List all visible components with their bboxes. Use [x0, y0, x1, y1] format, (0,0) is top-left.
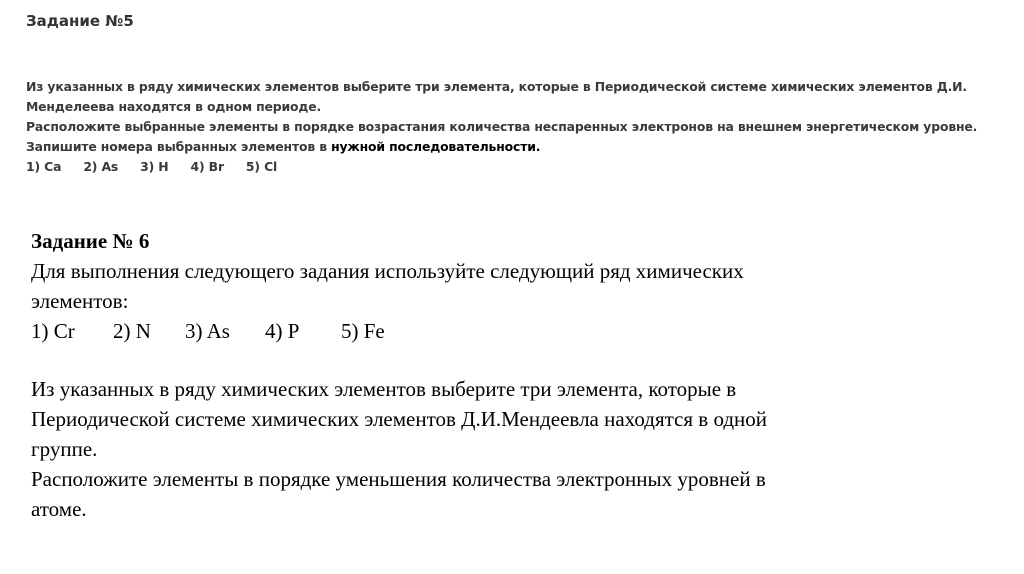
task5-line-4-emphasis: нужной последовательности. [331, 139, 541, 154]
task5-line-1: Из указанных в ряду химических элементов выберите три элемента, которые в Периодической системе химических элементов Д.И. [26, 79, 967, 94]
task5-line-4-prefix: Запишите номера выбранных элементов в [26, 139, 332, 154]
task6-option: 4) P [265, 319, 300, 343]
task5-body [26, 77, 1016, 177]
task5-option: 4) Br [190, 159, 224, 174]
task5-option: 2) As [83, 159, 119, 174]
task6-question-line-4: Расположите элементы в порядке уменьшения количества электронных уровней в [31, 467, 766, 491]
task6-option: 5) Fe [341, 319, 385, 343]
task6-question-line-2: Периодической системе химических элементов Д.И.Мендеевла находятся в одной [31, 407, 768, 431]
task6-options [31, 316, 991, 346]
task5-title: Задание №5 [26, 12, 134, 30]
task5-option: 3) H [140, 159, 169, 174]
task5-image [20, 0, 1020, 205]
task6-intro-line-2: элементов: [31, 289, 129, 313]
task5-line-2: Менделеева находятся в одном периоде. [26, 99, 322, 114]
task6-block [31, 226, 991, 524]
task6-intro-line-1: Для выполнения следующего задания используйте следующий ряд химических [31, 259, 744, 283]
task6-question-line-3: группе. [31, 437, 98, 461]
task6-question-line-1: Из указанных в ряду химических элементов выберите три элемента, которые в [31, 377, 737, 401]
task6-title: Задание № 6 [31, 229, 150, 253]
task6-option: 2) N [113, 319, 151, 343]
task5-option: 1) Ca [26, 159, 62, 174]
task6-question-line-5: атоме. [31, 497, 87, 521]
task6-option: 1) Cr [31, 319, 75, 343]
task5-option: 5) Cl [245, 159, 278, 174]
task5-options [26, 157, 1016, 177]
task6-option: 3) As [185, 319, 230, 343]
task5-line-3: Расположите выбранные элементы в порядке возрастания количества неспаренных электронов на внешнем энергетическом уровне. [26, 119, 978, 134]
task5-line-4 [26, 137, 1016, 157]
spacer [31, 346, 991, 374]
